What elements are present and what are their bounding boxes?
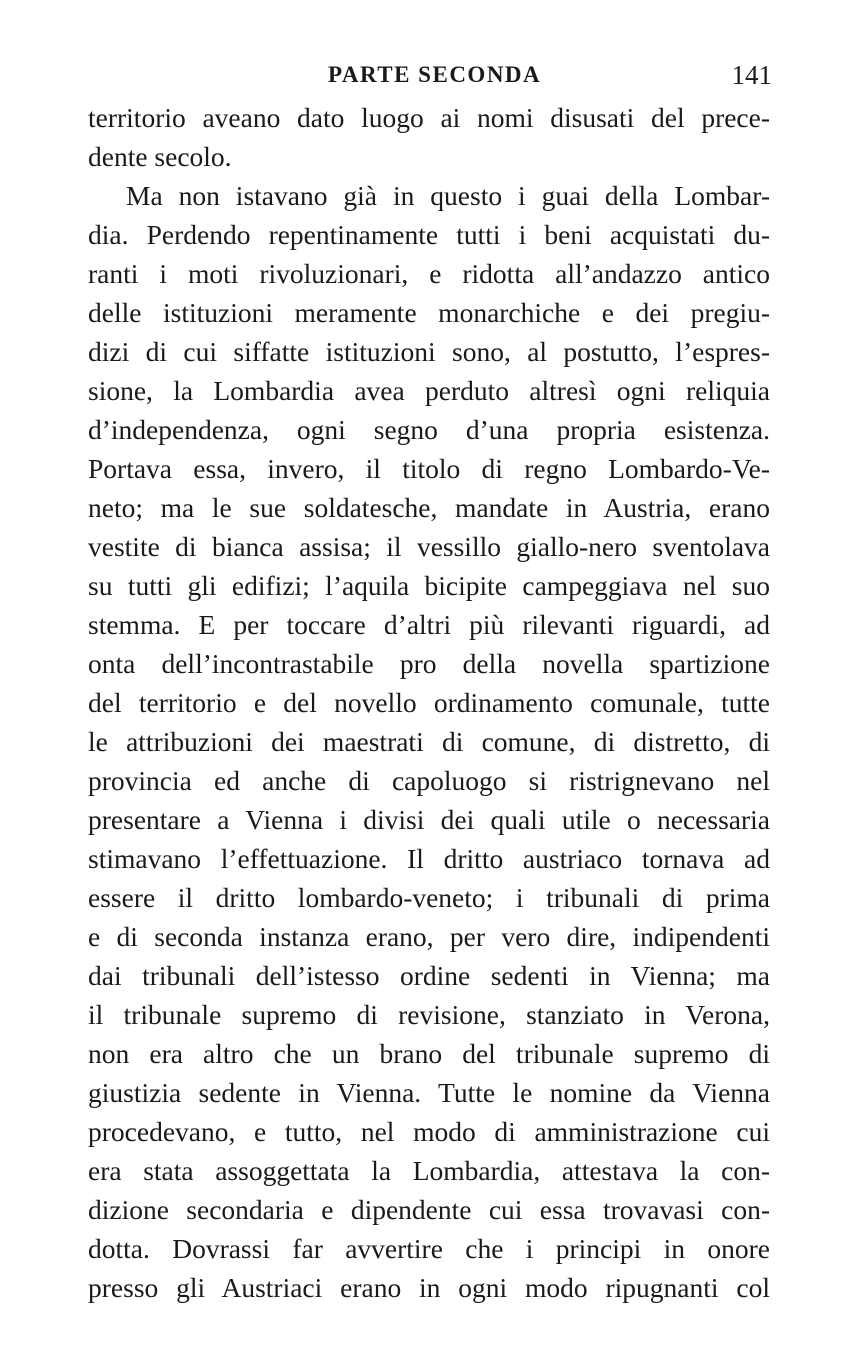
text-line: le attribuzioni dei maestrati di comune, di distretto, di: [88, 726, 770, 757]
text-line: procedevano, e tutto, nel modo di amministrazione cui: [88, 1116, 770, 1147]
text-line: stimavano l’effettuazione. Il dritto austriaco tornava ad: [88, 843, 770, 874]
text-line: dizione secondaria e dipendente cui essa trovavasi con-: [88, 1194, 770, 1225]
text-line: del territorio e del novello ordinamento comunale, tutte: [88, 687, 770, 718]
text-line: dente secolo.: [88, 141, 232, 172]
text-line: il tribunale supremo di revisione, stanziato in Verona,: [88, 999, 770, 1030]
text-line: Ma non istavano già in questo i guai della Lombar-: [126, 180, 770, 211]
running-head: [88, 58, 778, 98]
text-line: era stata assoggettata la Lombardia, attestava la con-: [88, 1155, 770, 1186]
text-line: dai tribunali dell’istesso ordine sedenti in Vienna; ma: [88, 960, 770, 991]
text-line: Portava essa, invero, il titolo di regno Lombardo-Ve-: [88, 453, 770, 484]
text-line: non era altro che un brano del tribunale supremo di: [88, 1038, 770, 1069]
text-line: ranti i moti rivoluzionari, e ridotta all’andazzo antico: [88, 258, 770, 289]
text-line: e di seconda instanza erano, per vero dire, indipendenti: [88, 921, 770, 952]
page-number: 141: [731, 60, 772, 90]
text-line: onta dell’incontrastabile pro della novella spartizione: [88, 648, 770, 679]
running-title: PARTE SECONDA: [328, 62, 542, 87]
text-line: vestite di bianca assisa; il vessillo giallo-nero sventolava: [88, 531, 770, 562]
text-line: su tutti gli edifizi; l’aquila bicipite campeggiava nel suo: [88, 570, 770, 601]
text-line: essere il dritto lombardo-veneto; i tribunali di prima: [88, 882, 770, 913]
text-line: dizi di cui siffatte istituzioni sono, al postutto, l’espres-: [88, 336, 770, 367]
text-line: presso gli Austriaci erano in ogni modo ripugnanti col: [88, 1272, 770, 1303]
text-line: dotta. Dovrassi far avvertire che i principi in onore: [88, 1233, 770, 1264]
text-line: giustizia sedente in Vienna. Tutte le nomine da Vienna: [88, 1077, 770, 1108]
text-line: sione, la Lombardia avea perduto altresì ogni reliquia: [88, 375, 770, 406]
text-line: stemma. E per toccare d’altri più rilevanti riguardi, ad: [88, 609, 770, 640]
text-line: dia. Perdendo repentinamente tutti i beni acquistati du-: [88, 219, 770, 250]
body-text: [88, 98, 770, 1307]
text-line: territorio aveano dato luogo ai nomi disusati del prece-: [88, 102, 770, 133]
text-line: neto; ma le sue soldatesche, mandate in Austria, erano: [88, 492, 770, 523]
text-line: delle istituzioni meramente monarchiche e dei pregiu-: [88, 297, 770, 328]
text-line: presentare a Vienna i divisi dei quali utile o necessaria: [88, 804, 770, 835]
text-line: provincia ed anche di capoluogo si ristrignevano nel: [88, 765, 770, 796]
text-line: d’independenza, ogni segno d’una propria esistenza.: [88, 414, 770, 445]
